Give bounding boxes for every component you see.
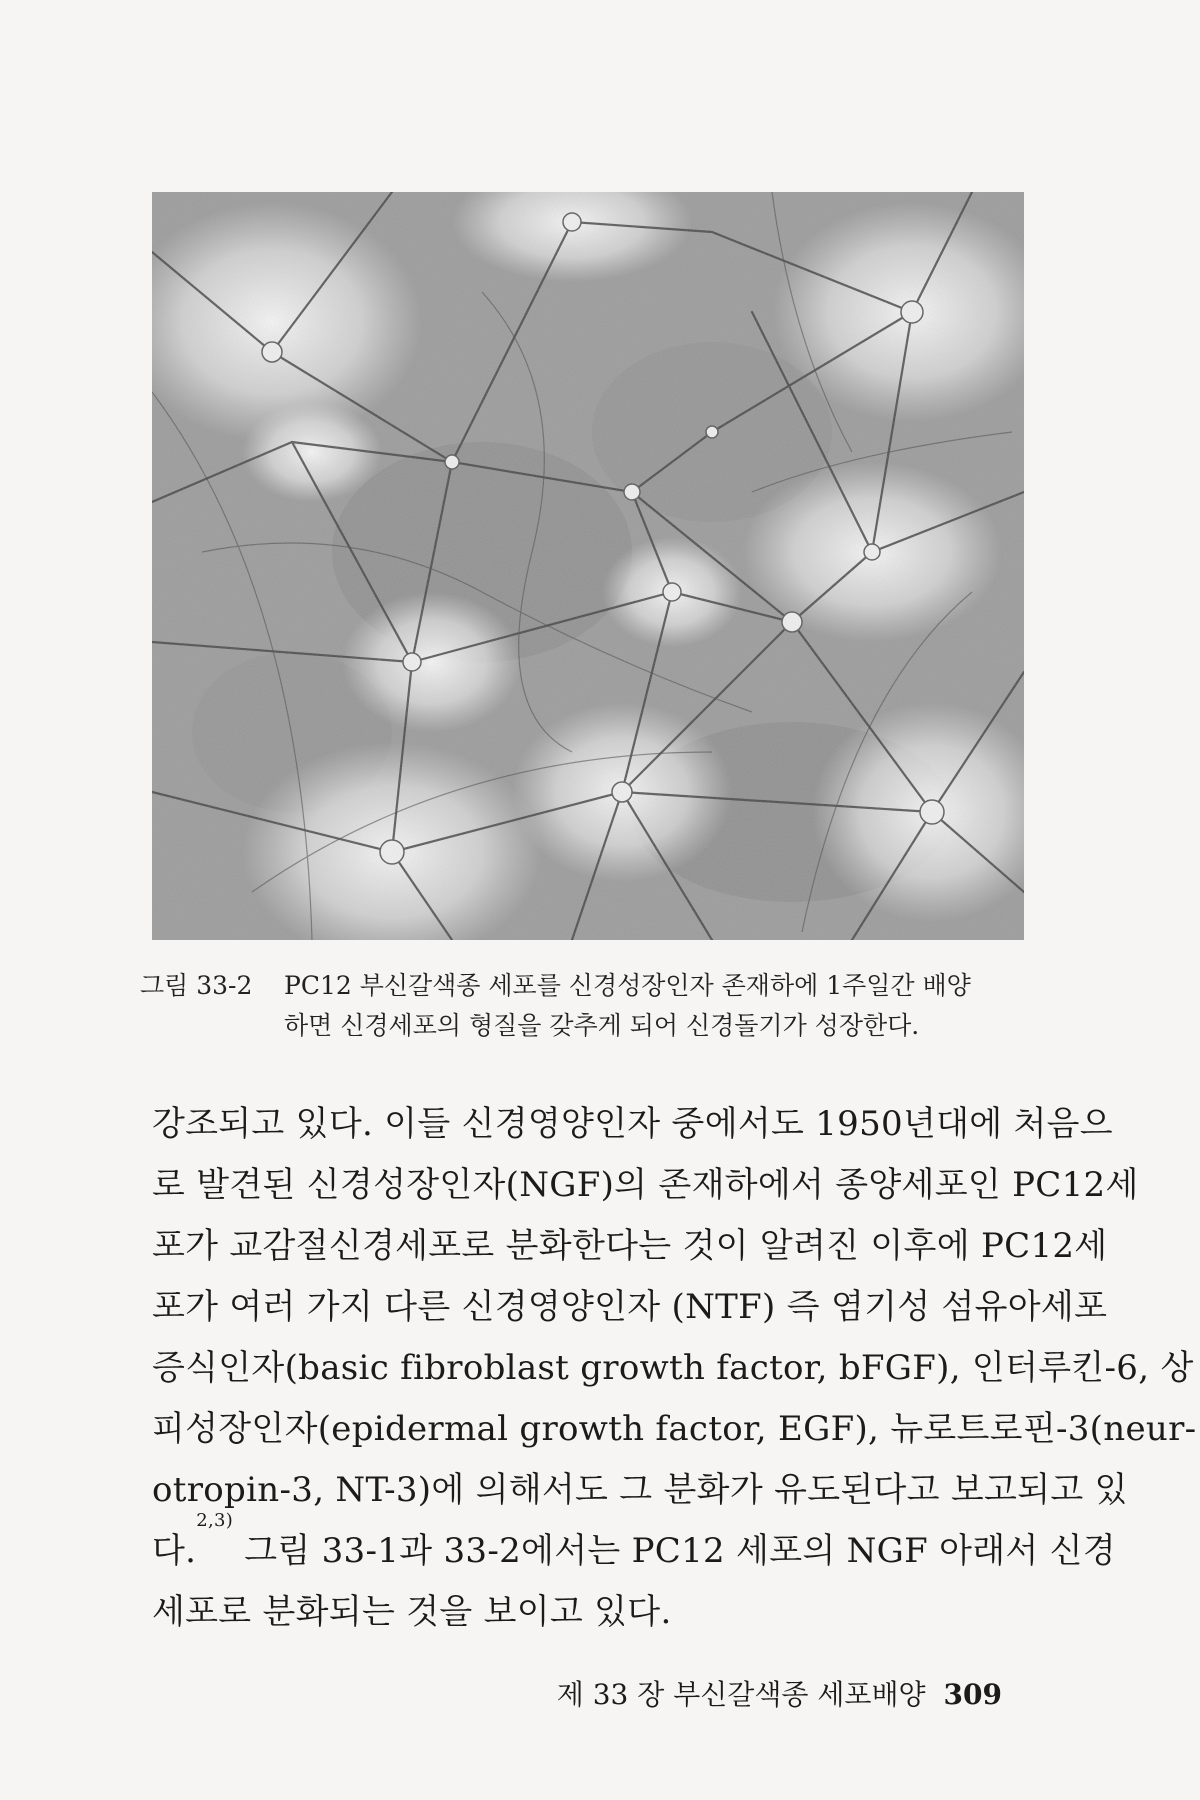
body-line-start: 다.	[152, 1531, 197, 1571]
body-line: 포가 교감절신경세포로 분화한다는 것이 알려진 이후에 PC12세	[152, 1226, 1108, 1266]
body-line: 피성장인자(epidermal growth factor, EGF), 뉴로트로핀-3(neur-	[152, 1409, 1197, 1449]
caption-line-2: 하면 신경세포의 형질을 갖추게 되어 신경돌기가 성장한다.	[284, 1011, 920, 1040]
caption-label: 그림 33-2	[140, 971, 253, 1000]
micrograph-image	[152, 192, 1024, 940]
citation-reference: 2,3)	[196, 1510, 234, 1531]
figure-caption	[140, 966, 1060, 1046]
page-footer	[557, 1673, 1002, 1713]
body-paragraph	[152, 1094, 1197, 1643]
body-line: 세포로 분화되는 것을 보이고 있다.	[152, 1592, 672, 1632]
micrograph-figure	[152, 192, 1024, 940]
body-line: 로 발견된 신경성장인자(NGF)의 존재하에서 종양세포인 PC12세	[152, 1165, 1139, 1205]
body-line: otropin-3, NT-3)에 의해서도 그 분화가 유도된다고 보고되고 있	[152, 1470, 1128, 1510]
body-line-end: 그림 33-1과 33-2에서는 PC12 세포의 NGF 아래서 신경	[244, 1531, 1116, 1571]
caption-line-1: PC12 부신갈색종 세포를 신경성장인자 존재하에 1주일간 배양	[284, 971, 971, 1000]
chapter-title: 제 33 장 부신갈색종 세포배양	[556, 1678, 926, 1711]
page-number: 309	[943, 1678, 1002, 1711]
body-line: 강조되고 있다. 이들 신경영양인자 중에서도 1950년대에 처음으	[152, 1104, 1113, 1144]
body-line: 증식인자(basic fibroblast growth factor, bFGF), 인터루킨-6, 상	[152, 1348, 1194, 1388]
body-line: 포가 여러 가지 다른 신경영양인자 (NTF) 즉 염기성 섬유아세포	[152, 1287, 1108, 1327]
body-line	[152, 1510, 1116, 1582]
body-line-rest	[233, 1521, 244, 1582]
